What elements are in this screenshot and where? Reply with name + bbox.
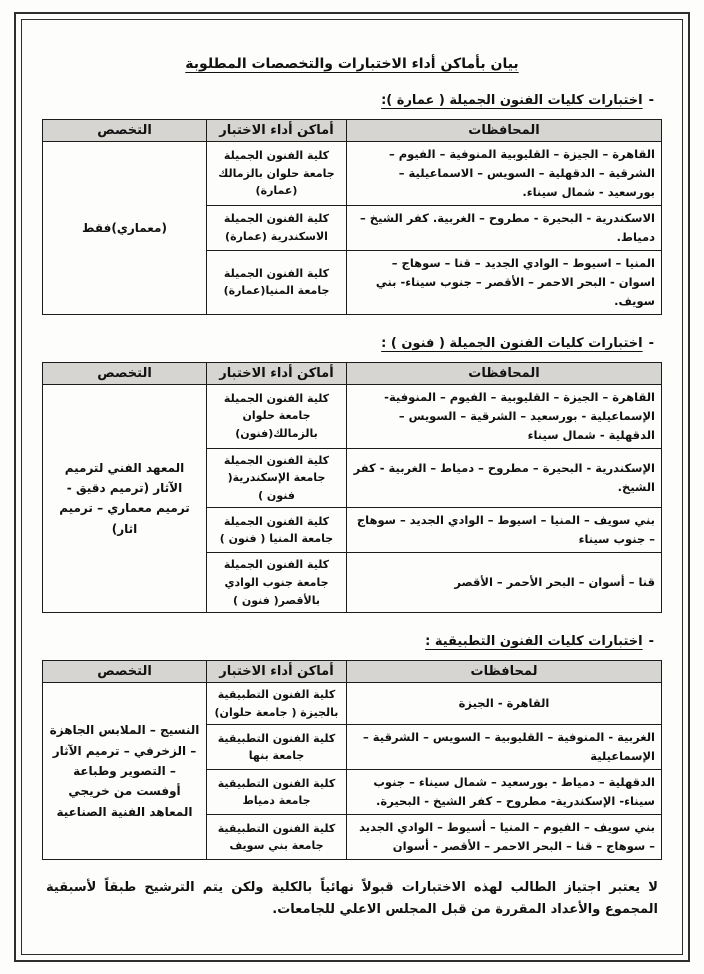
col-header-exam-locations: أماكن أداء الاختبار	[207, 120, 347, 142]
specialization-cell: (معماري)فقط	[43, 142, 207, 315]
specialization-cell: النسيج – الملابس الجاهزة – الزخرفي – ترميم الآثار – التصوير وطباعة أوفست من خريجي المعاهد الفنية الصناعية	[43, 683, 207, 860]
governorates-cell: الغربية - المنوفية – القليوبية – السويس – الشرقية – الإسماعيلية	[347, 725, 662, 770]
table-row	[43, 142, 662, 206]
applied-arts-exams-table	[42, 660, 662, 860]
col-header-governorates: المحافظات	[347, 362, 662, 384]
exam-location-cell: كلية الفنون الجميلة الاسكندرية (عمارة)	[207, 205, 347, 250]
governorates-cell: الدقهلية – دمياط - بورسعيد – شمال سيناء – جنوب سيناء- الإسكندرية- مطروح – كفر الشيخ - البحيرة.	[347, 770, 662, 815]
table-header-row	[43, 120, 662, 142]
table-header-row	[43, 661, 662, 683]
exam-location-cell: كلية الفنون التطبيقية جامعة بنها	[207, 725, 347, 770]
governorates-cell: بني سويف – الفيوم – المنيا – أسيوط – الوادي الجديد – سوهاج – قنا – البحر الاحمر – الأقصر - أسوان	[347, 815, 662, 860]
arts-exams-table	[42, 362, 662, 613]
section-heading-arts	[42, 336, 654, 351]
exam-location-cell: كلية الفنون الجميلة جامعة حلوان بالزمالك (عمارة)	[207, 142, 347, 206]
section-applied-arts	[42, 634, 662, 860]
table-row	[43, 384, 662, 448]
exam-location-cell: كلية الفنون الجميلة جامعة حلوان بالزمالك(فنون)	[207, 384, 347, 448]
section-fine-arts-arts	[42, 336, 662, 613]
table-header-row	[43, 362, 662, 384]
outer-border-frame	[14, 12, 690, 962]
governorates-cell: الإسكندرية - البحيرة – مطروح – دمياط – الغربية - كفر الشيخ.	[347, 448, 662, 508]
exam-location-cell: كلية الفنون التطبيقية بالجيزة ( جامعة حلوان)	[207, 683, 347, 725]
governorates-cell: القاهرة - الجيزة	[347, 683, 662, 725]
governorates-cell: الاسكندرية - البحيرة - مطروح – الغربية. كفر الشيخ – دمياط.	[347, 205, 662, 250]
exam-location-cell: كلية الفنون الجميلة جامعة الإسكندرية( فنون )	[207, 448, 347, 508]
section-heading-text: اختبارات كليات الفنون التطبيقية :	[425, 634, 643, 650]
col-header-exam-locations: أماكن أداء الاختبار	[207, 362, 347, 384]
col-header-specialization: التخصص	[43, 362, 207, 384]
governorates-cell: القاهرة – الجيزة – القليوبية المنوفية – الفيوم – الشرقية – الدقهلية – السويس – الاسماعيلية – بورسعيد - شمال سيناء.	[347, 142, 662, 206]
governorates-cell: قنا – أسوان – البحر الأحمر – الأقصر	[347, 553, 662, 613]
governorates-cell: القاهرة – الجيزة – القليوبية – الفيوم – المنوفية- الإسماعيلية - بورسعيد – الشرقية – السويس – الدقهلية - شمال سيناء	[347, 384, 662, 448]
col-header-specialization: التخصص	[43, 120, 207, 142]
section-heading-text: اختبارات كليات الفنون الجميلة ( فنون ) :	[381, 335, 643, 351]
exam-location-cell: كلية الفنون الجميلة جامعة جنوب الوادي بالأقصر( فنون )	[207, 553, 347, 613]
section-fine-arts-architecture	[42, 93, 662, 315]
inner-border-frame	[21, 19, 683, 955]
heading-dash: -	[648, 93, 654, 108]
governorates-cell: المنيا – اسيوط – الوادي الجديد – قنا – سوهاج – اسوان - البحر الاحمر – الأقصر – جنوب سيناء- بني سويف.	[347, 250, 662, 314]
table-row	[43, 683, 662, 725]
governorates-cell: بني سويف – المنيا – اسيوط – الوادي الجديد – سوهاج – جنوب سيناء	[347, 508, 662, 553]
section-heading-applied-arts	[42, 634, 654, 649]
exam-location-cell: كلية الفنون التطبيقية جامعة دمياط	[207, 770, 347, 815]
section-heading-architecture	[42, 93, 654, 108]
heading-dash: -	[648, 634, 654, 650]
col-header-exam-locations: أماكن أداء الاختبار	[207, 661, 347, 683]
footer-note: لا يعتبر اجتياز الطالب لهذه الاختبارات قبولاً نهائياً بالكلية ولكن يتم الترشيح طبقاً لأسبقية المجموع والأعداد المقررة من قبل المجلس الاعلي للجامعات.	[46, 880, 658, 917]
specialization-cell: المعهد الفني لترميم الآثار (ترميم دقيق - ترميم معماري – ترميم اثار)	[43, 384, 207, 612]
section-heading-text: اختبارات كليات الفنون الجميلة ( عمارة ):	[381, 93, 643, 108]
heading-dash: -	[648, 335, 654, 351]
document-title: بيان بأماكن أداء الاختبارات والتخصصات المطلوبة	[185, 56, 519, 72]
exam-location-cell: كلية الفنون الجميلة جامعة المنيا(عمارة)	[207, 250, 347, 314]
col-header-specialization: التخصص	[43, 661, 207, 683]
col-header-governorates: لمحافظات	[347, 661, 662, 683]
architecture-exams-table	[42, 119, 662, 315]
exam-location-cell: كلية الفنون التطبيقية جامعة بني سويف	[207, 815, 347, 860]
exam-location-cell: كلية الفنون الجميلة جامعة المنيا ( فنون )	[207, 508, 347, 553]
col-header-governorates: المحافظات	[347, 120, 662, 142]
